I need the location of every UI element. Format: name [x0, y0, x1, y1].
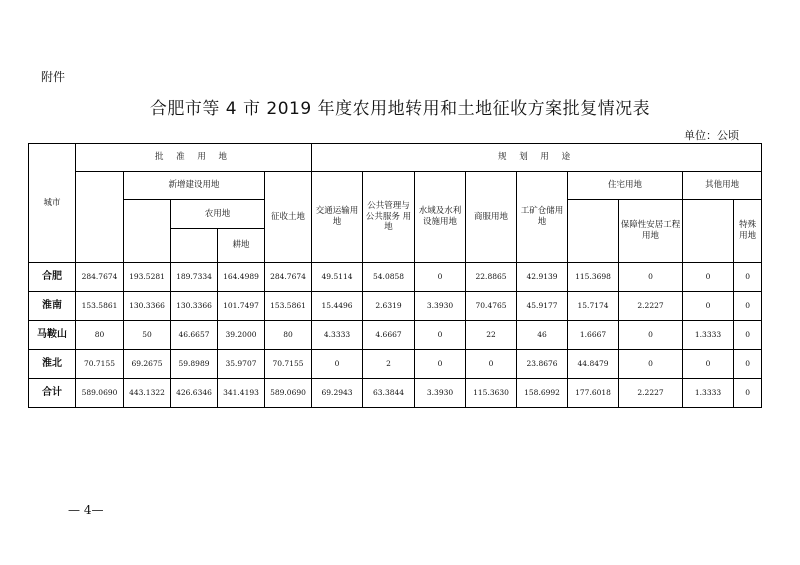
header-public-service: 公共管理与公共服务 用地	[363, 172, 415, 263]
header-commercial: 商服用地	[466, 172, 517, 263]
unit-label: 单位：公顷	[684, 129, 739, 142]
table-row	[29, 292, 762, 321]
value-cell: 80	[265, 321, 312, 350]
value-cell: 59.8989	[171, 350, 218, 379]
value-cell: 284.7674	[76, 263, 124, 292]
value-cell: 0	[415, 350, 466, 379]
value-cell: 22	[466, 321, 517, 350]
value-cell: 115.3630	[466, 379, 517, 408]
value-cell: 115.3698	[568, 263, 619, 292]
header-affordable: 保障性安居工程用地	[619, 200, 683, 263]
value-cell: 15.7174	[568, 292, 619, 321]
header-other: 其他用地	[683, 172, 762, 200]
value-cell: 3.3930	[415, 379, 466, 408]
city-cell: 合计	[29, 379, 76, 408]
value-cell: 70.4765	[466, 292, 517, 321]
value-cell: 39.2000	[218, 321, 265, 350]
value-cell: 45.9177	[517, 292, 568, 321]
value-cell: 0	[619, 263, 683, 292]
value-cell: 0	[683, 350, 734, 379]
value-cell: 589.0690	[265, 379, 312, 408]
value-cell: 0	[619, 321, 683, 350]
value-cell: 0	[734, 350, 762, 379]
value-cell: 153.5861	[76, 292, 124, 321]
city-cell: 合肥	[29, 263, 76, 292]
header-residential-total	[568, 200, 619, 263]
header-agricultural-total	[171, 229, 218, 263]
value-cell: 3.3930	[415, 292, 466, 321]
value-cell: 46.6657	[171, 321, 218, 350]
header-expropriated: 征收土地	[265, 172, 312, 263]
value-cell: 35.9707	[218, 350, 265, 379]
value-cell: 44.8479	[568, 350, 619, 379]
value-cell: 49.5114	[312, 263, 363, 292]
header-agricultural: 农用地	[171, 200, 265, 229]
table-title: 合肥市等 4 市 2019 年度农用地转用和土地征收方案批复情况表	[149, 99, 651, 119]
value-cell: 0	[734, 321, 762, 350]
value-cell: 193.5281	[124, 263, 171, 292]
header-new-construction-total	[124, 200, 171, 263]
value-cell: 426.6346	[171, 379, 218, 408]
value-cell: 189.7334	[171, 263, 218, 292]
value-cell: 2	[363, 350, 415, 379]
value-cell: 1.3333	[683, 321, 734, 350]
header-special: 特殊用地	[734, 200, 762, 263]
table-row	[29, 350, 762, 379]
table-row	[29, 321, 762, 350]
header-other-total	[683, 200, 734, 263]
table-row	[29, 263, 762, 292]
value-cell: 50	[124, 321, 171, 350]
table-row	[29, 379, 762, 408]
value-cell: 130.3366	[171, 292, 218, 321]
value-cell: 70.7155	[76, 350, 124, 379]
header-approved-land: 批 准 用 地	[76, 144, 312, 172]
value-cell: 54.0858	[363, 263, 415, 292]
header-row-1	[29, 144, 762, 172]
header-cultivated: 耕地	[218, 229, 265, 263]
value-cell: 63.3844	[363, 379, 415, 408]
value-cell: 284.7674	[265, 263, 312, 292]
value-cell: 0	[734, 379, 762, 408]
value-cell: 177.6018	[568, 379, 619, 408]
value-cell: 1.3333	[683, 379, 734, 408]
value-cell: 69.2675	[124, 350, 171, 379]
value-cell: 153.5861	[265, 292, 312, 321]
value-cell: 130.3366	[124, 292, 171, 321]
page-number: — 4—	[68, 503, 104, 517]
value-cell: 46	[517, 321, 568, 350]
value-cell: 42.9139	[517, 263, 568, 292]
value-cell: 15.4496	[312, 292, 363, 321]
value-cell: 101.7497	[218, 292, 265, 321]
header-planned-use: 规 划 用 途	[312, 144, 762, 172]
value-cell: 341.4193	[218, 379, 265, 408]
value-cell: 23.8676	[517, 350, 568, 379]
value-cell: 0	[683, 292, 734, 321]
value-cell: 1.6667	[568, 321, 619, 350]
value-cell: 2.6319	[363, 292, 415, 321]
value-cell: 80	[76, 321, 124, 350]
value-cell: 0	[683, 263, 734, 292]
value-cell: 22.8865	[466, 263, 517, 292]
attachment-label: 附件	[41, 70, 66, 84]
value-cell: 164.4989	[218, 263, 265, 292]
city-cell: 马鞍山	[29, 321, 76, 350]
value-cell: 4.3333	[312, 321, 363, 350]
value-cell: 4.6667	[363, 321, 415, 350]
value-cell: 589.0690	[76, 379, 124, 408]
header-water: 水域及水利设施用地	[415, 172, 466, 263]
header-new-construction: 新增建设用地	[124, 172, 265, 200]
value-cell: 0	[415, 321, 466, 350]
value-cell: 0	[619, 350, 683, 379]
header-approved-total	[76, 172, 124, 263]
value-cell: 2.2227	[619, 379, 683, 408]
header-industrial: 工矿仓储用地	[517, 172, 568, 263]
approval-table	[28, 143, 762, 408]
value-cell: 70.7155	[265, 350, 312, 379]
header-row-2	[29, 172, 762, 200]
value-cell: 443.1322	[124, 379, 171, 408]
value-cell: 0	[415, 263, 466, 292]
value-cell: 0	[734, 292, 762, 321]
header-residential: 住宅用地	[568, 172, 683, 200]
value-cell: 0	[734, 263, 762, 292]
value-cell: 0	[466, 350, 517, 379]
header-city: 城市	[29, 144, 76, 263]
city-cell: 淮北	[29, 350, 76, 379]
city-cell: 淮南	[29, 292, 76, 321]
value-cell: 69.2943	[312, 379, 363, 408]
header-transport: 交通运输用地	[312, 172, 363, 263]
value-cell: 2.2227	[619, 292, 683, 321]
value-cell: 158.6992	[517, 379, 568, 408]
value-cell: 0	[312, 350, 363, 379]
